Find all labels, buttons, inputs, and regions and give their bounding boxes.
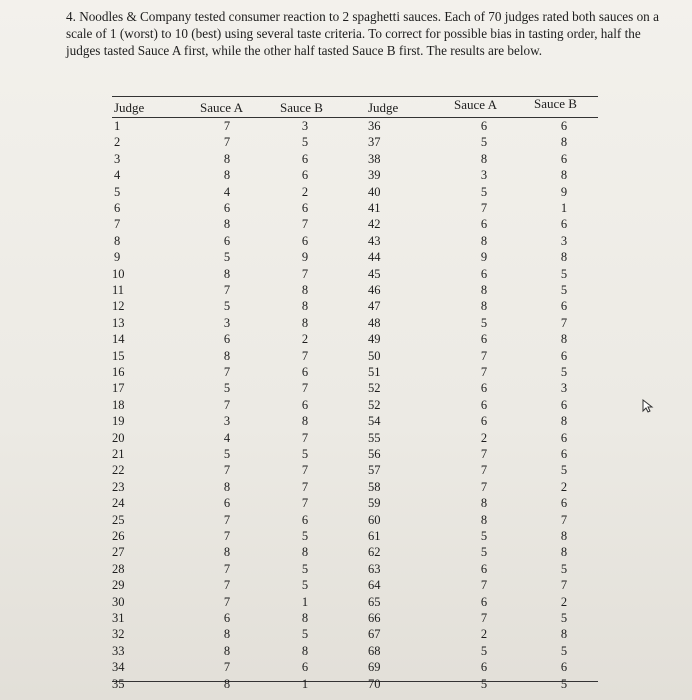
table-cell-right-sauce-b: 6 (560, 151, 568, 166)
table-cell-left-judge: 5 (114, 184, 121, 199)
table-cell-right-judge: 47 (368, 299, 381, 314)
table-cell-left-sauce-b: 7 (301, 463, 309, 478)
table-cell-right-sauce-a: 2 (480, 627, 488, 642)
table-cell-right-sauce-b: 6 (560, 397, 568, 412)
table-cell-right-sauce-a: 8 (480, 512, 488, 527)
table-cell-right-sauce-b: 6 (560, 496, 568, 511)
table-cell-right-sauce-a: 7 (480, 447, 488, 461)
table-cell-left-sauce-b: 6 (301, 660, 309, 675)
table-cell-right-sauce-a: 9 (480, 250, 488, 265)
table-cell-right-sauce-b: 7 (560, 578, 568, 593)
table-cell-right-sauce-b: 5 (560, 463, 568, 478)
cursor-pointer-icon (640, 398, 656, 414)
table-cell-left-sauce-b: 6 (301, 201, 309, 215)
table-cell-right-sauce-b: 8 (560, 332, 568, 347)
table-cell-right-sauce-b: 6 (560, 660, 568, 675)
table-cell-right-judge: 56 (368, 447, 381, 461)
table-cell-left-judge: 19 (112, 414, 125, 429)
table-cell-right-sauce-b: 5 (560, 676, 568, 691)
table-cell-right-sauce-a: 5 (480, 676, 488, 691)
table-cell-left-sauce-b: 5 (301, 561, 309, 576)
table-cell-right-sauce-b: 8 (560, 627, 568, 642)
table-cell-right-sauce-a: 7 (480, 611, 488, 625)
table-cell-left-sauce-a: 7 (223, 119, 231, 133)
table-cell-right-judge: 64 (368, 578, 381, 593)
table-cell-right-sauce-b: 8 (560, 168, 568, 183)
table-cell-right-sauce-a: 6 (480, 414, 488, 429)
table-cell-right-sauce-a: 7 (480, 463, 488, 478)
table-cell-left-judge: 26 (112, 529, 125, 543)
table-cell-left-sauce-a: 6 (223, 233, 231, 248)
table-cell-left-sauce-a: 7 (223, 660, 231, 675)
table-cell-right-sauce-a: 7 (480, 365, 488, 379)
table-cell-right-sauce-a: 5 (480, 643, 488, 658)
table-cell-left-sauce-a: 8 (223, 168, 231, 183)
table-cell-left-judge: 13 (112, 315, 125, 330)
table-cell-right-judge: 59 (368, 496, 381, 511)
table-cell-left-sauce-b: 6 (301, 512, 309, 527)
table-cell-left-judge: 11 (112, 283, 125, 297)
table-cell-right-judge: 65 (368, 594, 381, 609)
table-cell-right-judge: 38 (368, 151, 381, 166)
table-cell-right-sauce-b: 8 (560, 529, 568, 543)
col-header-judge-left: Judge (114, 100, 145, 115)
header-top-rule (112, 96, 598, 97)
table-cell-right-sauce-a: 6 (480, 561, 488, 576)
table-cell-left-sauce-a: 4 (223, 184, 231, 199)
table-cell-left-sauce-a: 8 (223, 676, 231, 691)
table-cell-left-sauce-b: 5 (301, 627, 309, 642)
table-cell-left-judge: 27 (112, 545, 125, 560)
table-cell-left-sauce-b: 8 (301, 545, 309, 560)
table-cell-right-judge: 41 (368, 201, 381, 215)
table-cell-left-sauce-a: 7 (223, 578, 231, 593)
table-cell-left-sauce-a: 8 (223, 217, 231, 232)
table-cell-left-sauce-b: 9 (301, 250, 309, 265)
table-cell-right-judge: 60 (368, 512, 381, 527)
table-cell-left-sauce-a: 7 (223, 463, 231, 478)
table-cell-right-sauce-a: 8 (480, 299, 488, 314)
table-cell-left-sauce-a: 7 (223, 283, 231, 297)
table-cell-right-sauce-a: 5 (480, 315, 488, 330)
table-cell-left-judge: 16 (112, 365, 125, 379)
table-cell-left-sauce-b: 3 (301, 119, 309, 133)
table-cell-left-sauce-a: 6 (223, 201, 231, 215)
table-cell-right-judge: 46 (368, 283, 381, 297)
table-cell-right-sauce-b: 5 (560, 611, 568, 625)
table-cell-right-judge: 40 (368, 184, 381, 199)
table-cell-right-sauce-b: 8 (560, 545, 568, 560)
table-cell-left-judge: 10 (112, 266, 125, 281)
table-cell-right-judge: 63 (368, 561, 381, 576)
table-cell-right-sauce-a: 8 (480, 283, 488, 297)
table-cell-right-sauce-b: 6 (560, 348, 568, 363)
problem-text: Noodles & Company tested consumer reaction to 2 spaghetti sauces. Each of 70 judges rated both sauces on a scale of 1 (worst) to 10 (best) using several taste criteria. To correct for possible bias in tasting order, half the judges tasted Sauce A first, while the other half tasted Sauce B first. The results are below. (66, 9, 659, 58)
table-cell-left-sauce-a: 7 (223, 365, 231, 379)
table-cell-left-judge: 23 (112, 479, 125, 494)
col-header-sauce-b-right: Sauce B (534, 96, 577, 111)
table-cell-left-sauce-b: 7 (301, 266, 309, 281)
col-header-sauce-b-left: Sauce B (280, 100, 323, 115)
table-cell-left-judge: 15 (112, 348, 125, 363)
table-cell-left-sauce-b: 8 (301, 643, 309, 658)
table-cell-left-judge: 4 (114, 168, 121, 183)
table-cell-right-sauce-a: 7 (480, 479, 488, 494)
table-cell-left-sauce-b: 5 (301, 135, 309, 150)
table-cell-left-judge: 22 (112, 463, 125, 478)
table-cell-right-judge: 67 (368, 627, 381, 642)
table-cell-left-sauce-b: 6 (301, 365, 309, 379)
table-cell-left-sauce-b: 6 (301, 151, 309, 166)
table-cell-left-judge: 18 (112, 397, 125, 412)
table-cell-right-sauce-a: 6 (480, 594, 488, 609)
table-cell-left-sauce-b: 8 (301, 283, 309, 297)
table-cell-left-sauce-a: 3 (223, 315, 231, 330)
table-cell-left-sauce-b: 1 (301, 676, 309, 691)
table-cell-right-judge: 48 (368, 315, 381, 330)
table-cell-right-sauce-a: 7 (480, 348, 488, 363)
table-cell-right-sauce-a: 8 (480, 233, 488, 248)
table-cell-right-sauce-b: 6 (560, 119, 568, 133)
table-cell-left-sauce-b: 7 (301, 217, 309, 232)
table-cell-left-sauce-a: 7 (223, 397, 231, 412)
table-cell-left-judge: 20 (112, 430, 125, 445)
table-cell-left-sauce-a: 5 (223, 250, 231, 265)
table-cell-right-sauce-b: 2 (560, 479, 568, 494)
table-cell-left-sauce-a: 5 (223, 381, 231, 396)
table-cell-left-sauce-a: 7 (223, 529, 231, 543)
table-cell-left-sauce-a: 3 (223, 414, 231, 429)
table-cell-left-sauce-b: 5 (301, 529, 309, 543)
table-cell-left-judge: 31 (112, 611, 125, 625)
table-cell-right-sauce-b: 6 (560, 430, 568, 445)
table-cell-left-sauce-a: 6 (223, 611, 231, 625)
table-cell-left-sauce-a: 8 (223, 545, 231, 560)
table-cell-right-sauce-a: 7 (480, 201, 488, 215)
table-cell-left-judge: 25 (112, 512, 125, 527)
table-cell-right-sauce-a: 6 (480, 332, 488, 347)
table-cell-left-sauce-a: 5 (223, 299, 231, 314)
table-cell-right-judge: 61 (368, 529, 381, 543)
table-cell-left-sauce-b: 8 (301, 414, 309, 429)
table-cell-left-judge: 24 (112, 496, 125, 511)
table-cell-right-judge: 58 (368, 479, 381, 494)
table-cell-left-sauce-a: 6 (223, 332, 231, 347)
table-cell-left-sauce-b: 8 (301, 611, 309, 625)
table-cell-right-sauce-b: 1 (560, 201, 568, 215)
table-cell-left-sauce-b: 2 (301, 184, 309, 199)
table-cell-left-sauce-a: 7 (223, 561, 231, 576)
table-cell-right-sauce-b: 2 (560, 594, 568, 609)
table-cell-left-sauce-a: 6 (223, 496, 231, 511)
table-cell-right-sauce-a: 6 (480, 660, 488, 675)
table-cell-right-sauce-a: 2 (480, 430, 488, 445)
table-cell-right-judge: 52 (368, 381, 381, 396)
table-cell-left-judge: 1 (114, 119, 121, 133)
col-header-sauce-a-right: Sauce A (454, 97, 497, 112)
table-cell-left-judge: 28 (112, 561, 125, 576)
table-cell-right-judge: 36 (368, 119, 381, 133)
table-cell-right-judge: 66 (368, 611, 381, 625)
table-cell-right-sauce-b: 7 (560, 315, 568, 330)
table-cell-left-sauce-b: 2 (301, 332, 309, 347)
problem-number: 4. (66, 9, 76, 24)
table-cell-left-judge: 7 (114, 217, 121, 232)
table-cell-left-sauce-b: 7 (301, 496, 309, 511)
table-cell-right-judge: 55 (368, 430, 381, 445)
table-cell-left-sauce-a: 5 (223, 447, 231, 461)
table-cell-left-sauce-a: 8 (223, 643, 231, 658)
table-cell-left-sauce-b: 8 (301, 315, 309, 330)
table-cell-right-sauce-a: 5 (480, 184, 488, 199)
table-cell-right-judge: 51 (368, 365, 381, 379)
table-cell-left-judge: 35 (112, 676, 125, 691)
table-cell-left-judge: 9 (114, 250, 121, 265)
table-cell-right-judge: 42 (368, 217, 381, 232)
table-cell-right-sauce-b: 5 (560, 561, 568, 576)
table-cell-left-sauce-a: 8 (223, 479, 231, 494)
table-cell-right-judge: 70 (368, 676, 381, 691)
table-cell-right-sauce-a: 5 (480, 135, 488, 150)
table-cell-left-sauce-b: 6 (301, 233, 309, 248)
col-header-judge-right: Judge (368, 100, 399, 115)
table-cell-right-sauce-a: 5 (480, 545, 488, 560)
table-cell-right-sauce-a: 6 (480, 381, 488, 396)
table-cell-left-sauce-b: 5 (301, 447, 309, 461)
table-cell-right-sauce-b: 8 (560, 414, 568, 429)
table-cell-right-judge: 69 (368, 660, 381, 675)
table-cell-right-sauce-a: 6 (480, 397, 488, 412)
table-cell-right-sauce-b: 5 (560, 266, 568, 281)
table-cell-left-sauce-a: 8 (223, 266, 231, 281)
table-cell-right-judge: 37 (368, 135, 381, 150)
table-cell-right-sauce-b: 8 (560, 250, 568, 265)
table-cell-left-judge: 33 (112, 643, 125, 658)
table-cell-right-judge: 50 (368, 348, 381, 363)
table-cell-right-sauce-a: 8 (480, 496, 488, 511)
table-cell-left-sauce-b: 7 (301, 430, 309, 445)
problem-statement (66, 8, 666, 59)
table-cell-left-judge: 6 (114, 201, 121, 215)
table-cell-left-judge: 21 (112, 447, 125, 461)
table-cell-left-sauce-b: 1 (301, 594, 309, 609)
header-bottom-rule (112, 117, 598, 118)
table-cell-right-judge: 57 (368, 463, 381, 478)
table-cell-right-sauce-b: 6 (560, 447, 568, 461)
table-cell-left-judge: 14 (112, 332, 125, 347)
table-cell-right-judge: 44 (368, 250, 381, 265)
table-cell-left-judge: 3 (114, 151, 121, 166)
table-cell-right-sauce-b: 5 (560, 283, 568, 297)
table-cell-right-sauce-b: 8 (560, 135, 568, 150)
table-cell-left-sauce-b: 7 (301, 381, 309, 396)
table-cell-right-judge: 52 (368, 397, 381, 412)
table-cell-right-judge: 54 (368, 414, 381, 429)
table-cell-right-sauce-a: 6 (480, 217, 488, 232)
table-cell-left-sauce-b: 7 (301, 348, 309, 363)
table-cell-right-sauce-b: 7 (560, 512, 568, 527)
table-cell-right-sauce-a: 6 (480, 266, 488, 281)
table-cell-right-sauce-a: 7 (480, 578, 488, 593)
table-cell-left-sauce-a: 8 (223, 348, 231, 363)
table-cell-right-sauce-a: 6 (480, 119, 488, 133)
table-cell-right-sauce-b: 9 (560, 184, 568, 199)
table-cell-left-judge: 12 (112, 299, 125, 314)
table-cell-left-sauce-b: 6 (301, 168, 309, 183)
table-cell-left-sauce-a: 8 (223, 151, 231, 166)
table-cell-right-judge: 43 (368, 233, 381, 248)
table-bottom-rule (112, 681, 598, 682)
table-cell-left-sauce-a: 7 (223, 135, 231, 150)
table-cell-right-judge: 68 (368, 643, 381, 658)
table-cell-left-sauce-a: 8 (223, 627, 231, 642)
table-cell-right-sauce-b: 3 (560, 381, 568, 396)
table-cell-right-sauce-b: 5 (560, 365, 568, 379)
table-cell-left-judge: 8 (114, 233, 121, 248)
table-cell-left-judge: 30 (112, 594, 125, 609)
table-cell-left-sauce-a: 7 (223, 512, 231, 527)
table-cell-left-judge: 17 (112, 381, 125, 396)
table-cell-right-sauce-a: 5 (480, 529, 488, 543)
table-cell-left-sauce-a: 4 (223, 430, 231, 445)
table-cell-left-judge: 32 (112, 627, 125, 642)
table-cell-right-sauce-b: 5 (560, 643, 568, 658)
table-cell-left-judge: 2 (114, 135, 121, 150)
table-cell-right-sauce-b: 3 (560, 233, 568, 248)
table-cell-left-judge: 29 (112, 578, 125, 593)
table-cell-left-sauce-b: 8 (301, 299, 309, 314)
table-cell-right-judge: 49 (368, 332, 381, 347)
table-cell-right-judge: 62 (368, 545, 381, 560)
col-header-sauce-a-left: Sauce A (200, 100, 243, 115)
table-cell-left-sauce-b: 6 (301, 397, 309, 412)
table-cell-right-sauce-a: 3 (480, 168, 488, 183)
table-cell-left-sauce-b: 5 (301, 578, 309, 593)
table-cell-left-sauce-a: 7 (223, 594, 231, 609)
table-cell-right-sauce-a: 8 (480, 151, 488, 166)
table-cell-right-judge: 39 (368, 168, 381, 183)
table-cell-right-judge: 45 (368, 266, 381, 281)
table-cell-left-sauce-b: 7 (301, 479, 309, 494)
table-cell-right-sauce-b: 6 (560, 217, 568, 232)
table-cell-left-judge: 34 (112, 660, 125, 675)
table-cell-right-sauce-b: 6 (560, 299, 568, 314)
